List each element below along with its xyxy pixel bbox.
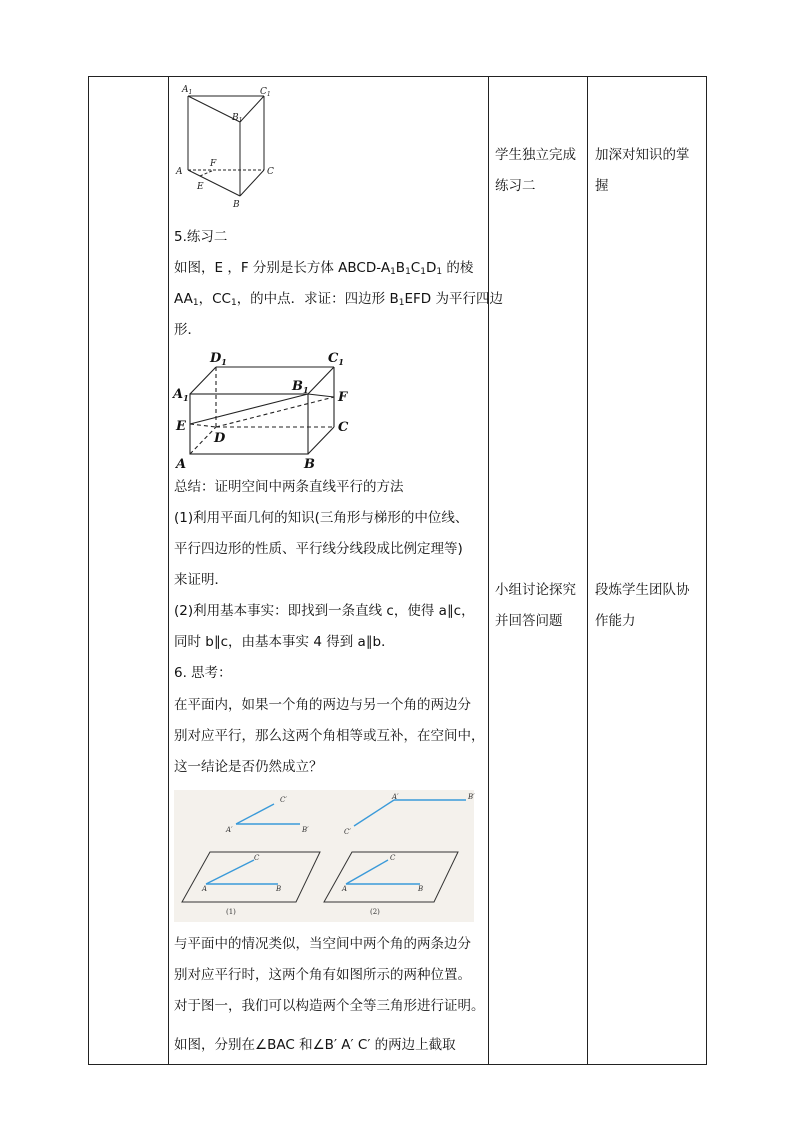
- caption-1: (1): [226, 908, 236, 916]
- summary-line: (2)利用基本事实：即找到一条直线 c，使得 a∥c，: [174, 603, 475, 619]
- summary-line: (1)利用平面几何的知识(三角形与梯形的中位线、: [174, 510, 469, 526]
- tail-line: 别对应平行时，这两个角有如图所示的两种位置。: [174, 967, 471, 983]
- column-divider: [168, 77, 169, 1064]
- text-span: 的棱: [442, 260, 474, 276]
- summary-line: 来证明．: [174, 572, 228, 588]
- label-C: C: [390, 854, 396, 862]
- label-A-prime: A′: [226, 826, 233, 834]
- label-B: B: [304, 457, 315, 472]
- label-B: B: [233, 200, 240, 210]
- design-intent-2: [595, 575, 690, 637]
- label-C-prime: C′: [344, 828, 351, 836]
- label-B: B: [276, 885, 282, 893]
- label-C: C: [267, 167, 274, 177]
- tail-line: 与平面中的情况类似，当空间中两个角的两条边分: [174, 936, 471, 952]
- text-span: 如图，E ，F 分别是长方体 ABCD-A: [174, 260, 391, 276]
- label-C1: $C_1$: [328, 351, 344, 367]
- column-divider: [587, 77, 588, 1064]
- text-span: ，的中点．求证：四边形 B: [236, 291, 399, 307]
- text-line: 练习二: [495, 178, 536, 194]
- student-activity-1: [495, 140, 576, 202]
- text-line: 学生独立完成: [495, 147, 576, 163]
- summary-title: 总结：证明空间中两条直线平行的方法: [174, 479, 404, 495]
- label-C: C: [338, 420, 349, 435]
- label-C: C: [254, 854, 260, 862]
- label-A1: $A_1$: [173, 387, 189, 403]
- tail-line: 如图，分别在∠BAC 和∠B′ A′ C′ 的两边上截取: [174, 1037, 456, 1053]
- summary-line: 平行四边形的性质、平行线分线段成比例定理等): [174, 541, 463, 557]
- text-span: ，CC: [198, 291, 231, 307]
- label-D: D: [214, 431, 226, 446]
- label-C-prime: C′: [280, 796, 287, 804]
- text-span: EFD 为平行四边: [404, 291, 503, 307]
- summary-line: 同时 b∥c，由基本事实 4 得到 a∥b．: [174, 634, 395, 650]
- text-line: 加深对知识的掌: [595, 147, 690, 163]
- label-B-prime: B′: [302, 826, 309, 834]
- tail-line: 对于图一，我们可以构造两个全等三角形进行证明。: [174, 998, 485, 1014]
- text-line: 握: [595, 178, 609, 194]
- label-B-prime: B′: [468, 793, 475, 801]
- label-A1: $A_1$: [182, 85, 193, 96]
- think-title: 6. 思考：: [174, 665, 232, 681]
- label-A-prime: A′: [392, 793, 399, 801]
- label-A: A: [176, 457, 187, 472]
- text-line: 作能力: [595, 613, 636, 629]
- exercise-title: 5.练习二: [174, 229, 228, 245]
- exercise-line-3: 形．: [174, 322, 201, 338]
- text-span: AA: [174, 291, 193, 307]
- exercise-line-2: $AA_1$，$CC_1$，的中点．求证：四边形 $B_1EFD$ 为平行四边: [174, 291, 503, 308]
- column-divider: [488, 77, 489, 1064]
- think-line: 这一结论是否仍然成立？: [174, 759, 323, 775]
- prism-figure: [170, 82, 280, 212]
- student-activity-2: [495, 575, 576, 637]
- label-A: A: [176, 167, 183, 177]
- text-line: 并回答问题: [495, 613, 563, 629]
- label-B1: $B_1$: [292, 379, 309, 395]
- label-F: F: [338, 390, 348, 405]
- angle-pairs-figure: [174, 790, 474, 922]
- cuboid-figure: [170, 346, 360, 474]
- text-line: 段炼学生团队协: [595, 582, 690, 598]
- caption-2: (2): [370, 908, 380, 916]
- label-B: B: [418, 885, 424, 893]
- design-intent-1: [595, 140, 690, 202]
- label-F: F: [210, 159, 217, 169]
- text-line: 小组讨论探究: [495, 582, 576, 598]
- label-C1: $C_1$: [260, 87, 271, 98]
- think-line: 在平面内，如果一个角的两边与另一个角的两边分: [174, 697, 471, 713]
- label-E: E: [197, 182, 204, 192]
- label-D1: $D_1$: [210, 351, 227, 367]
- label-E: E: [176, 419, 186, 434]
- think-line: 别对应平行，那么这两个角相等或互补，在空间中，: [174, 728, 485, 744]
- label-A: A: [202, 885, 208, 893]
- label-B1: $B_1$: [232, 113, 243, 124]
- label-A: A: [342, 885, 348, 893]
- exercise-line-1: 如图，E ，F 分别是长方体 ABCD-$A_1B_1C_1D_1$ 的棱: [174, 260, 474, 277]
